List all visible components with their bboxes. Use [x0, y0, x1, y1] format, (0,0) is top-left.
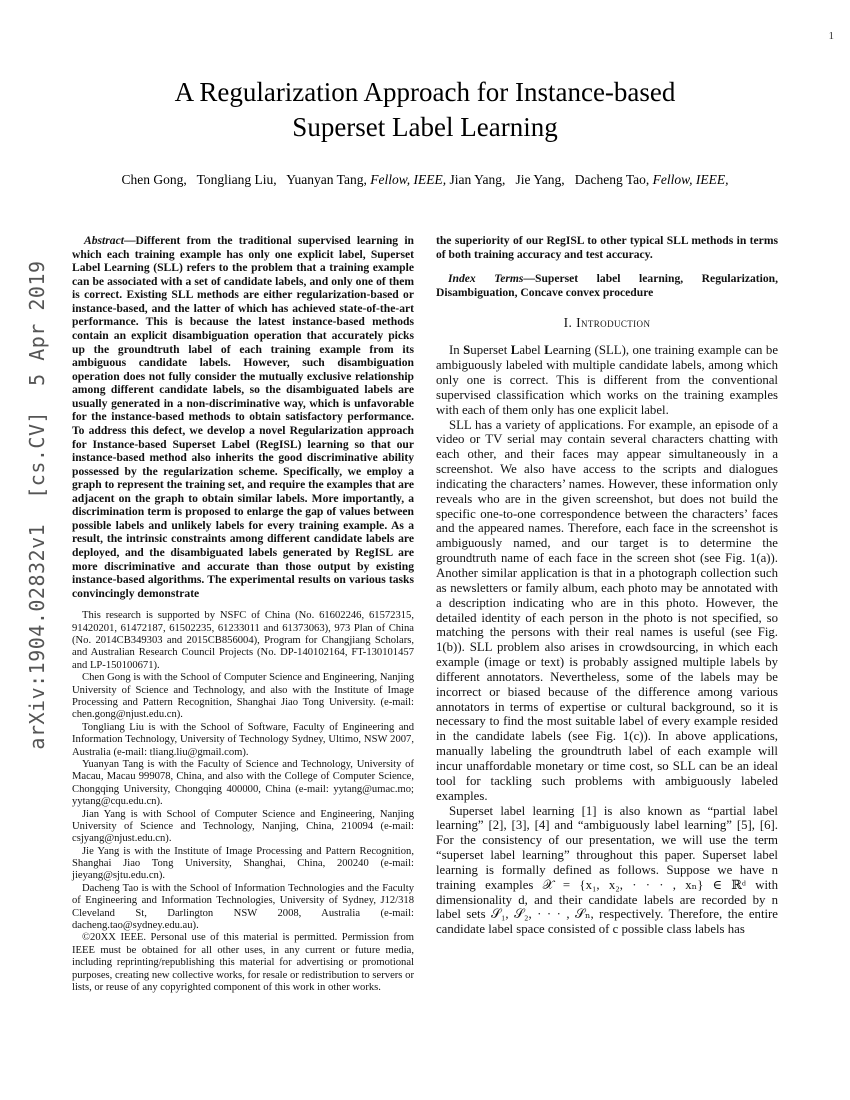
author-names: Chen Gong, Tongliang Liu, Yuanyan Tang,	[121, 172, 371, 188]
intro-paragraph-2: SLL has a variety of applications. For example, an episode of a video or TV serial may contain several characters chatting with each other, and their faces may appear simultaneously in a screenshot. We also have access to the scripts and dialogues indicating the characters’ names. However, these information only reveals who are in the given screenshot, but does not build the specific one-to-one correspondence between the characters’ faces and the appeared names. Therefore, each face in the screenshot is ambiguously named, and our target is to determine the groundtruth name of each face in the screen shot (see Fig. 1(a)). Another similar application is that in a photograph collection such as newsletters or family album, each photo may be annotated with a description indicating who are in this photo. However, the detailed identity of each person in the photo is not specified, so matching the persons with their real names is useful (see Fig. 1(b)). SLL problem also arises in crowdsourcing, in which each example (image or text) is probably assigned multiple labels by different annotators. Nevertheless, some of the labels may be incorrect or biased because of the difference among various annotators in terms of expertise or cultural background, so it is necessary to find the most suitable label of every example resided in the candidate labels (see Fig. 1(c)). In above applications, manually labeling the groundtruth label of each example will incur unaffordable monetary or time cost, so SLL can be an ideal tool for tackling such problems with ambiguously labeled examples.	[436, 417, 778, 803]
footnote-author-3: Yuanyan Tang is with the Faculty of Science and Technology, University of Macau, Macau 999078, China, and also with the College of Computer Science, Chongqing University, Chongqing 400000, China (e-mail: yytang@umac.mo; yytang@cqu.edu.cn).	[72, 758, 414, 808]
index-terms-text: —Superset label learning, Regularization, Disambiguation, Concave convex procedure	[436, 272, 778, 299]
footnote-author-5: Jie Yang is with the Institute of Image Processing and Pattern Recognition, Shanghai Jiao Tong University, Shanghai, China, 200240 (e-mail: jieyang@sjtu.edu.cn).	[72, 845, 414, 882]
left-column	[72, 234, 414, 994]
footnotes	[72, 610, 414, 994]
abstract-continuation: the superiority of our RegISL to other typical SLL methods in terms of both training accuracy and test accuracy.	[436, 234, 778, 261]
section-heading-introduction: I. Introduction	[563, 315, 651, 331]
introduction-body	[436, 343, 778, 937]
index-terms	[436, 272, 778, 299]
paragraph-text: earning (SLL), one training example can be ambiguously labeled with multiple candidate labels, among which only one is correct. This is different from the conventional supervised classification which works on the training examples with each of them only has one explicit label.	[436, 343, 779, 417]
paragraph-text: In	[449, 343, 464, 358]
author-line	[0, 172, 850, 188]
title-line-2: Superset Label Learning	[292, 111, 558, 142]
paper-header	[0, 0, 850, 188]
footnote-copyright: ©20XX IEEE. Personal use of this material is permitted. Permission from IEEE must be obtained for all other uses, in any current or future media, including reprinting/republishing this material for advertising or promotional purposes, creating new collective works, for resale or redistribution to servers or lists, or reuse of any copyrighted component of this work in other works.	[72, 932, 414, 993]
paragraph-text: L	[544, 343, 553, 358]
footnote-author-4: Jian Yang is with School of Computer Science and Engineering, Nanjing University of Science and Technology, Nanjing, China, 210094 (e-mail: csjyang@njust.edu.cn).	[72, 808, 414, 845]
abstract-label: Abstract	[84, 234, 124, 248]
intro-paragraph-3: Superset label learning [1] is also known as “partial label learning” [2], [3], [4] and “ambiguously label learning” [5], [6]. For the consistency of our presentation, we will use the term “superset label learning” throughout this paper. Superset label learning is formally defined as follows. Suppose we have n training examples 𝒳 = {x₁, x₂, · · · , xₙ} ∈ ℝᵈ with dimensionality d, and their candidate labels are recorded by n label sets 𝒮₁, 𝒮₂, · · · , 𝒮ₙ, respectively. Therefore, the entire candidate label space consisted of c possible class labels has	[436, 803, 778, 937]
abstract	[72, 234, 414, 600]
footnote-author-6: Dacheng Tao is with the School of Information Technologies and the Faculty of Engineering and Information Technologies, University of Sydney, J12/318 Cleveland St, Darlington NSW 2008, Australia (e-mail: dacheng.tao@sydney.edu.au).	[72, 882, 414, 932]
right-column	[436, 234, 778, 994]
footnote-author-1: Chen Gong is with the School of Computer Science and Engineering, Nanjing University of Science and Technology, and also with the Institute of Image Processing and Pattern Recognition, Shanghai Jiao Tong University. (e-mail: chen.gong@njust.edu.cn).	[72, 672, 414, 721]
abstract-text: —Different from the traditional supervised learning in which each training example has only one explicit label, Superset Label Learning (SLL) refers to the problem that a training example can be associated with a set of candidate labels, and only one of them is correct. Existing SLL methods are either regularization-based or instance-based, and the latter of which has achieved state-of-the-art performance. This is because the latest instance-based methods contain an explicit disambiguation operation that accurately picks up the groundtruth label of each training example from its ambiguous candidate labels. However, such disambiguation operation does not fully consider the mutually exclusive relationship among different candidate labels, so the disambiguated labels are usually generated in a non-discriminative way, which is unfavorable for the instance-based methods to obtain satisfactory performance. To address this defect, we develop a novel Regularization approach for Instance-based Superset Label (RegISL) learning so that our instance-based method also inherits the good discriminative ability possessed by the regularization scheme. Specifically, we employ a graph to represent the training set, and require the examples that are adjacent on the graph to obtain similar labels. More importantly, a discrimination term is proposed to enlarge the gap of values between possible labels and unlikely labels for every training example. As a result, the intrinsic constraints among different candidate labels are deployed, and the disambiguated labels generated by RegISL are more discriminative and accurate than those output by existing instance-based algorithms. The experimental results on various tasks convincingly demonstrate	[72, 234, 414, 600]
paragraph-text: S	[463, 343, 471, 358]
page-number: 1	[828, 30, 834, 42]
author-names: Jian Yang, Jie Yang, Dacheng Tao,	[446, 172, 653, 188]
paragraph-text: uperset	[470, 343, 511, 358]
paragraph-text: abel	[519, 343, 545, 358]
paragraph-text: L	[510, 343, 520, 358]
author-affil-fellow: Fellow, IEEE,	[652, 172, 729, 188]
author-affil-fellow: Fellow, IEEE,	[370, 172, 447, 188]
arxiv-watermark: arXiv:1904.02832v1 [cs.CV] 5 Apr 2019	[25, 260, 49, 750]
footnote-funding: This research is supported by NSFC of China (No. 61602246, 61572315, 91420201, 61472187, 61502235, 61233011 and 61373063), 973 Plan of China (No. 2014CB349303 and 2015CB856004), Program for Changjiang Scholars, and Australian Research Council Projects (No. DP-140102164, FT-130101457 and LP-150100671).	[72, 610, 414, 671]
intro-paragraph-1	[436, 343, 778, 417]
two-column-body	[72, 234, 778, 994]
footnote-author-2: Tongliang Liu is with the School of Software, Faculty of Engineering and Information Technology, University of Technology Sydney, Ultimo, NSW 2007, Australia (e-mail: tliang.liu@gmail.com).	[72, 721, 414, 758]
paper-title	[0, 75, 850, 144]
index-terms-label: Index Terms	[448, 272, 524, 286]
title-line-1: A Regularization Approach for Instance-based	[174, 77, 676, 107]
